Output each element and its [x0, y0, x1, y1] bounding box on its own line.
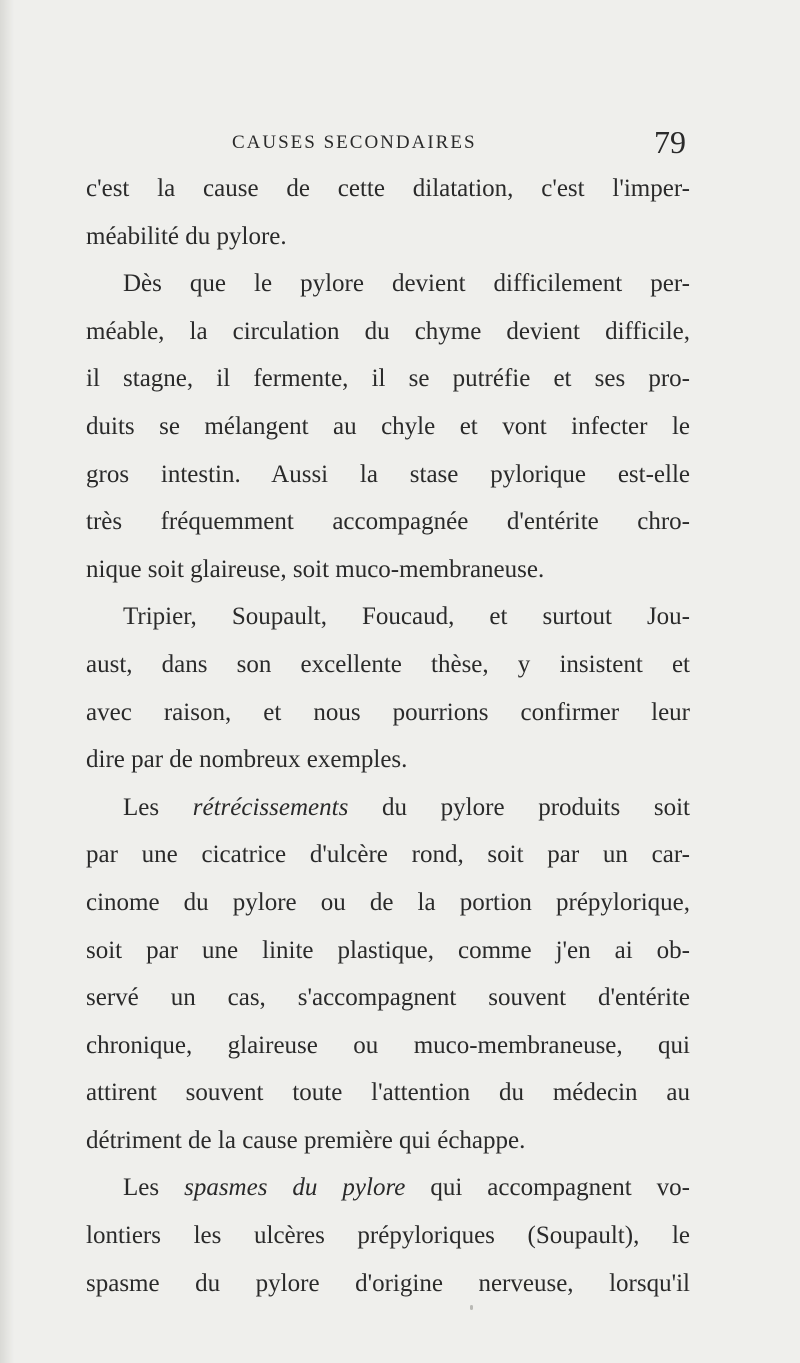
- line-text: Les: [123, 793, 193, 821]
- text-line: avec raison, et nous pourrions confirmer leur: [86, 698, 690, 726]
- text-line: spasme du pylore d'origine nerveuse, lorsqu'il: [86, 1269, 690, 1297]
- text-line: aust, dans son excellente thèse, y insistent et: [86, 650, 690, 678]
- paper-speck: [470, 1305, 473, 1310]
- text-line: détriment de la cause première qui échappe.: [86, 1126, 526, 1154]
- text-line: lontiers les ulcères prépyloriques (Soupault), le: [86, 1222, 690, 1250]
- text-line: servé un cas, s'accompagnent souvent d'entérite: [86, 984, 690, 1012]
- text-line: duits se mélangent au chyle et vont infecter le: [86, 412, 690, 440]
- page-binding-shadow: [0, 0, 14, 1363]
- text-line: soit par une linite plastique, comme j'en ai ob-: [86, 936, 690, 964]
- text-line: méable, la circulation du chyme devient difficile,: [86, 317, 690, 345]
- page-number: 79: [654, 124, 686, 160]
- text-line: dire par de nombreux exemples.: [86, 746, 408, 774]
- line-text: Les: [123, 1174, 185, 1202]
- text-line: nique soit glaireuse, soit muco-membraneuse.: [86, 555, 545, 583]
- text-line: attirent souvent toute l'attention du médecin au: [86, 1079, 690, 1107]
- italic-term: spasmes du pylore: [184, 1174, 406, 1202]
- body-text: [86, 165, 690, 1307]
- paragraph-first-line: Tripier, Soupault, Foucaud, et surtout Jou-: [123, 603, 690, 631]
- text-line: par une cicatrice d'ulcère rond, soit par un car-: [86, 841, 690, 869]
- text-line: gros intestin. Aussi la stase pylorique est-elle: [86, 460, 690, 488]
- paragraph-first-line: [86, 1164, 690, 1212]
- paragraph-first-line: Dès que le pylore devient difficilement per-: [123, 270, 690, 298]
- paragraph-first-line: [86, 784, 690, 832]
- text-line: méabilité du pylore.: [86, 222, 287, 250]
- running-title: CAUSES SECONDAIRES: [232, 132, 477, 153]
- page-header: [232, 124, 688, 162]
- line-text: du pylore produits soit: [348, 793, 690, 821]
- text-line: chronique, glaireuse ou muco-membraneuse, qui: [86, 1031, 690, 1059]
- italic-term: rétrécissements: [192, 793, 349, 821]
- text-line: il stagne, il fermente, il se putréfie et ses pro-: [86, 365, 690, 393]
- text-line: très fréquemment accompagnée d'entérite chro-: [86, 508, 690, 536]
- text-line: cinome du pylore ou de la portion prépylorique,: [86, 888, 690, 916]
- text-line: c'est la cause de cette dilatation, c'est l'imper-: [86, 175, 690, 202]
- line-text: qui accompagnent vo-: [405, 1174, 690, 1202]
